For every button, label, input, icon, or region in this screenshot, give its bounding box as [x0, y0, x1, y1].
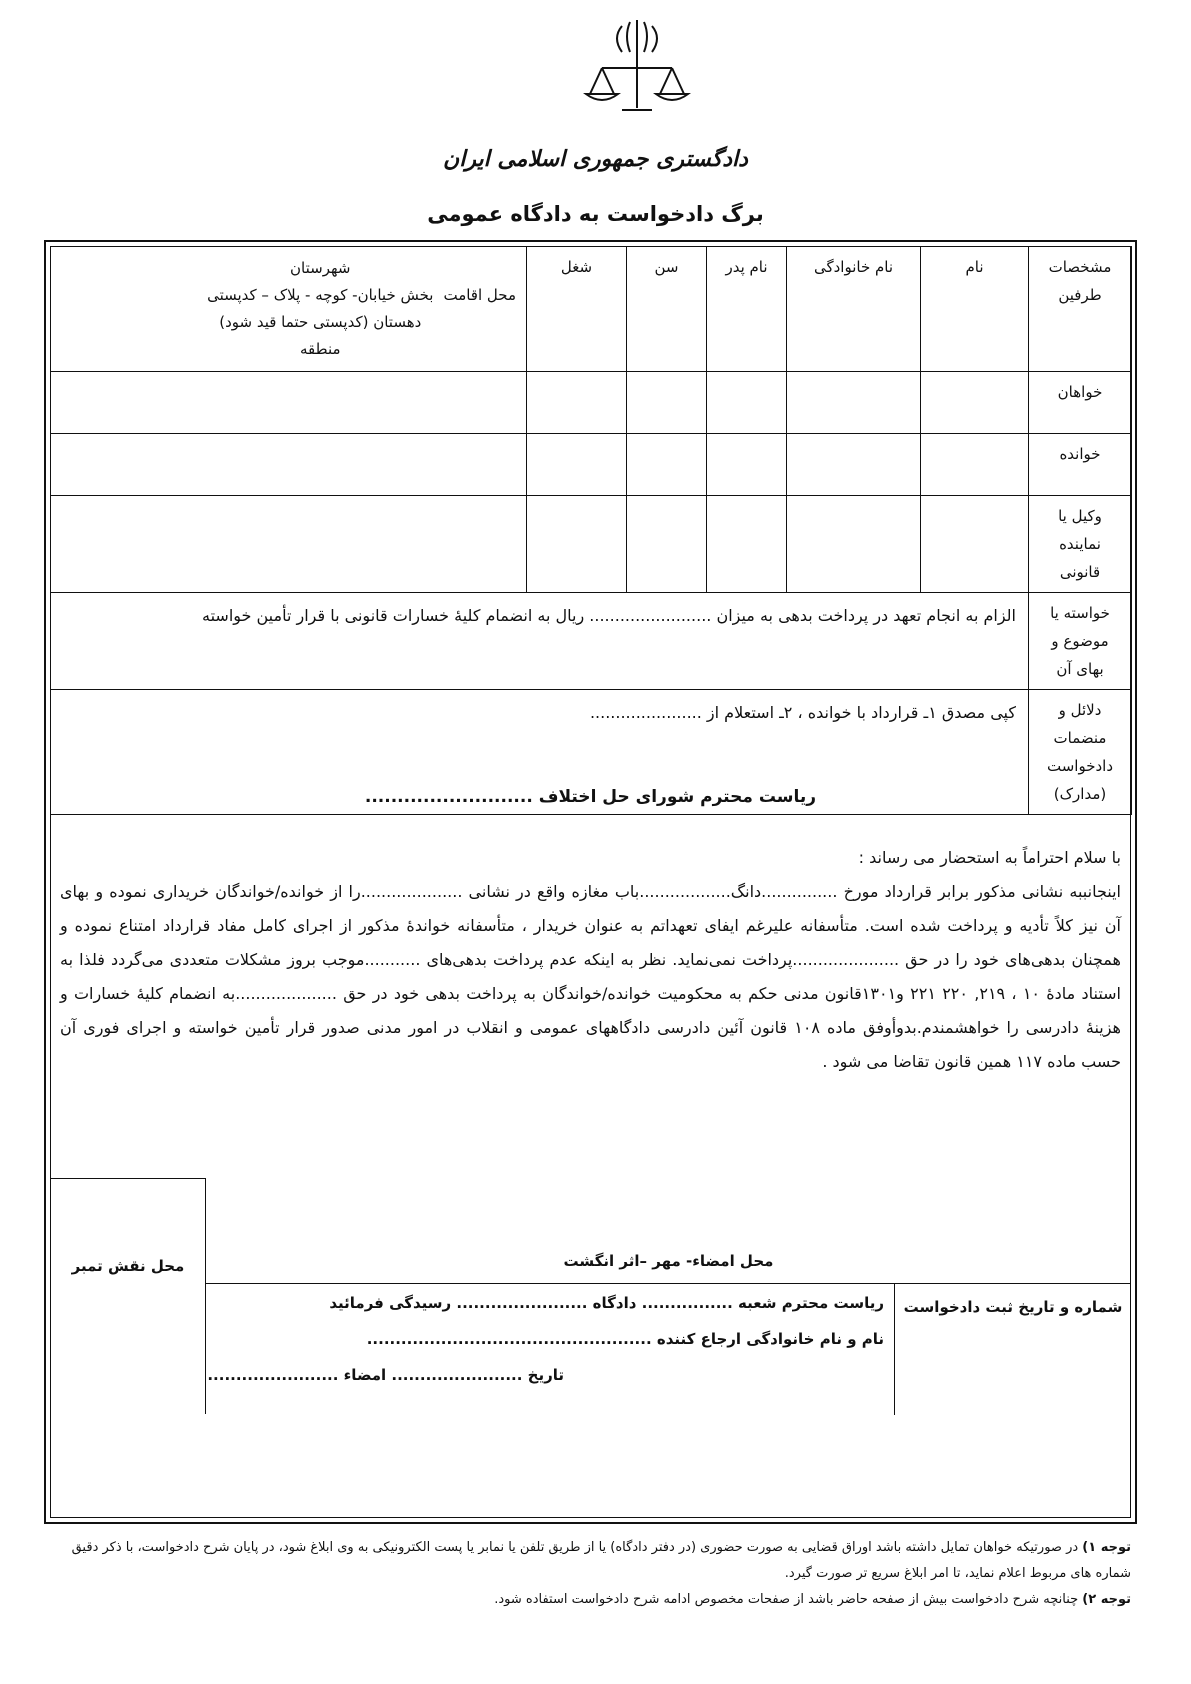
col-job: شغل [527, 247, 627, 372]
note-2 [60, 1587, 1131, 1613]
note-1-text: در صورتیکه خواهان تمایل داشته باشد اوراق قضایی به صورت حضوری (در دفتر دادگاه) یا از طریق تلفن یا نمابر یا پست الکترونیکی به وی ابلاغ شود، در پایان شرح دادخواست، با ذکر دقیق شماره های مربوط اعلام نماید، تا امر ابلاغ سریع تر صورت گیرد. [71, 1540, 1131, 1581]
plaintiff-job-field[interactable] [527, 372, 627, 434]
letter-title: ریاست محترم شورای حل اختلاف .......................... [364, 787, 817, 807]
lawyer-first-name-field[interactable] [921, 496, 1029, 593]
defendant-last-name-field[interactable] [787, 434, 921, 496]
form-frame [44, 240, 1137, 1524]
emblem-caption: دادگستری جمهوری اسلامی ایران [443, 146, 748, 172]
lawyer-last-name-field[interactable] [787, 496, 921, 593]
table-row [51, 372, 1132, 434]
referral-area [206, 1283, 1131, 1415]
evidence-text[interactable]: کپی مصدق ۱ـ قرارداد با خوانده ، ۲ـ استعلام از ...................... [51, 690, 1029, 815]
defendant-father-name-field[interactable] [707, 434, 787, 496]
table-row [51, 496, 1132, 593]
note-1-label: توجه ۱) [1082, 1540, 1131, 1555]
letter-greeting: با سلام احتراماً به استحضار می رساند : [858, 848, 1121, 867]
letter-text: اینجانببه نشانی مذکور برابر قرارداد مورخ ...............دانگ..................باب مغازه واقع در نشانی ....................را از خوانده/خواندگان خریداری نموده و بهای آن نیز کلاً تأدیه و پرداخت شده است. متأسفانه علیرغم ایفای تعهداتم به عنوان خریدار ، متأسفانه خواندهٔ مذکور از اجرای کامل مفاد قرارداد امتناع نموده و همچنان بدهی‌های خود را در حق .....................پرداخت نمی‌نماید. نظر به اینکه عدم پرداخت بدهی‌های ...........موجب بروز مشکلات متعددی می‌گردد فلذا به استناد مادهٔ ۱۰ ، ۲۱۹, ۲۲۰ ۲۲۱ و۱۳۰۱قانون مدنی حکم به محکومیت خوانده/خواندگان به پرداخت بدهی خود در حق ....................به انضمام کلیهٔ خسارات و هزینهٔ دادرسی را خواهشمندم.بدوأوفق ماده ۱۰۸ قانون آئین دادرسی دادگاههای عمومی و انقلاب در امور مدنی صدور قرار تأمین خواسته و اجرای فوری آن حسب ماده ۱۱۷ همین قانون تقاضا می شود . [60, 882, 1122, 1071]
col-father-name: نام پدر [707, 247, 787, 372]
address-line1: شهرستان [290, 259, 351, 277]
petition-letter [56, 787, 1125, 1079]
address-line2: بخش خیابان- کوچه - پلاک – کدپستی [207, 286, 434, 304]
lawyer-job-field[interactable] [527, 496, 627, 593]
stamp-label: محل نقش تمبر [71, 1257, 185, 1275]
col-first-name: نام [921, 247, 1029, 372]
row-lawyer-label: وکیل یا نماینده قانونی [1029, 496, 1132, 593]
stamp-box[interactable] [50, 1178, 206, 1414]
note-2-label: توجه ۲) [1082, 1592, 1131, 1607]
registration-label: شماره و تاریخ ثبت دادخواست [894, 1284, 1131, 1415]
address-line4: منطقه [300, 340, 341, 358]
col-age: سن [627, 247, 707, 372]
defendant-age-field[interactable] [627, 434, 707, 496]
address-label: محل اقامت [443, 286, 516, 304]
defendant-first-name-field[interactable] [921, 434, 1029, 496]
notes [60, 1535, 1131, 1613]
signature-label: محل امضاء- مهر –اثر انگشت [563, 1252, 774, 1270]
plaintiff-address-field[interactable] [51, 372, 527, 434]
plaintiff-father-name-field[interactable] [707, 372, 787, 434]
referral-box[interactable] [206, 1284, 894, 1415]
lawyer-address-field[interactable] [51, 496, 527, 593]
plaintiff-first-name-field[interactable] [921, 372, 1029, 434]
request-label: خواسته یا موضوع و بهای آن [1029, 593, 1132, 690]
table-row [51, 434, 1132, 496]
address-line3: دهستان (کدپستی حتما قید شود) [219, 313, 422, 331]
judiciary-emblem-icon [582, 16, 692, 116]
referral-line-1: ریاست محترم شعبه ................ دادگاه ....................... رسیدگی فرمائید [329, 1294, 884, 1312]
col-last-name: نام خانوادگی [787, 247, 921, 372]
col-specs: مشخصات طرفین [1029, 247, 1132, 372]
col-address [51, 247, 527, 372]
plaintiff-last-name-field[interactable] [787, 372, 921, 434]
referral-line-3: تاریخ ....................... امضاء ....................... [207, 1366, 564, 1384]
parties-table [50, 246, 1132, 815]
lawyer-father-name-field[interactable] [707, 496, 787, 593]
note-2-text: چنانچه شرح دادخواست بیش از صفحه حاضر باشد از صفحات مخصوص ادامه شرح دادخواست استفاده شود. [494, 1592, 1079, 1607]
row-defendant-label: خوانده [1029, 434, 1132, 496]
request-text[interactable]: الزام به انجام تعهد در پرداخت بدهی به میزان ........................ ریال به انضمام کلیهٔ خسارات قانونی با قرار تأمین خواسته [51, 593, 1029, 690]
bottom-section [50, 1178, 1131, 1414]
form-title: برگ دادخواست به دادگاه عمومی [427, 202, 764, 226]
lawyer-age-field[interactable] [627, 496, 707, 593]
row-plaintiff-label: خواهان [1029, 372, 1132, 434]
letter-body[interactable] [56, 841, 1125, 1079]
evidence-label: دلائل و منضمات دادخواست (مدارک) [1029, 690, 1132, 815]
plaintiff-age-field[interactable] [627, 372, 707, 434]
note-1 [60, 1535, 1131, 1587]
defendant-job-field[interactable] [527, 434, 627, 496]
referral-line-2: نام و نام خانوادگی ارجاع کننده .................................................. [366, 1330, 884, 1348]
defendant-address-field[interactable] [51, 434, 527, 496]
